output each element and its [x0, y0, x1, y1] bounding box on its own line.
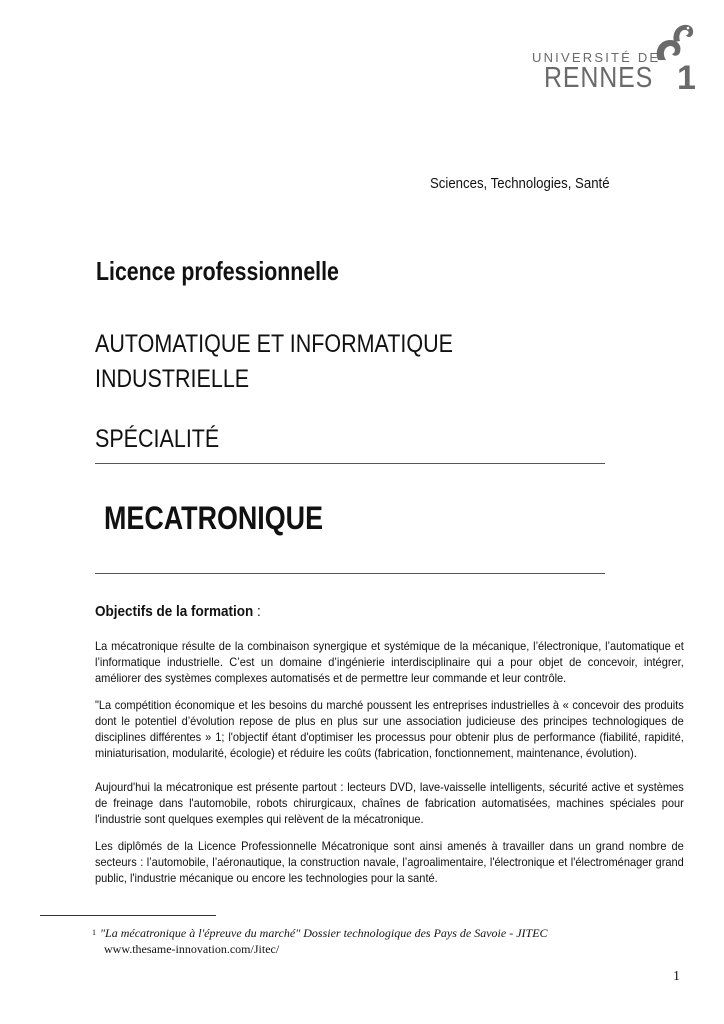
logo-text-rennes: RENNES: [544, 62, 654, 94]
paragraph: La mécatronique résulte de la combinaison synergique et systémique de la mécanique, l’électronique, l’automatique et l’informatique industrielle. C’est un domaine d’ingénierie interdisciplinaire qui a pour objet de concevoir, intégrer, améliorer des systèmes complexes automatisés et de permettre leur commande et leur contrôle.: [95, 639, 684, 685]
objectives-heading-colon: :: [253, 603, 261, 620]
specialty-title: MECATRONIQUE: [104, 500, 324, 536]
footnote-separator: [40, 915, 216, 916]
program-title: [95, 327, 453, 397]
paragraph: Aujourd'hui la mécatronique est présente partout : lecteurs DVD, lave-vaisselle intelligents, sécurité active et systèmes de freinage dans l'automobile, robots chirurgicaux, chaînes de fabrication automatisées, machines spéciales pour l'industrie sont quelques exemples qui relèvent de la mécatronique.: [95, 780, 684, 826]
logo-numeral: 1: [677, 59, 696, 97]
footnote-number: 1: [92, 928, 96, 937]
degree-title: Licence professionnelle: [96, 256, 339, 286]
specialty-label: SPÉCIALITÉ: [95, 425, 220, 453]
footnote: [92, 925, 548, 957]
university-logo: [532, 22, 702, 97]
logo-text-universite: UNIVERSITÉ DE: [532, 50, 661, 65]
objectives-heading-text: Objectifs de la formation: [95, 603, 254, 620]
objectives-heading: [95, 603, 261, 620]
page-number: 1: [673, 969, 680, 984]
faculty-label: Sciences, Technologies, Santé: [430, 175, 610, 192]
footnote-text: "La mécatronique à l'épreuve du marché" Dossier technologique des Pays de Savoie - JITEC: [100, 926, 548, 940]
divider: [95, 463, 605, 464]
paragraph: Les diplômés de la Licence Professionnelle Mécatronique sont ainsi amenés à travailler dans un grand nombre de secteurs : l’automobile, l’aéronautique, la construction navale, l’agroalimentaire, l'électronique et l'électroménager grand public, l'industrie mécanique ou encore les technologies pour la santé.: [95, 839, 684, 885]
paragraph: "La compétition économique et les besoins du marché poussent les entreprises industrielles à « concevoir des produits dont le potentiel d’évolution repose de plus en plus sur une association judicieuse des principes technologiques de disciplines différentes » 1; l'objectif étant d'optimiser les processus pour obtenir plus de performance (fiabilité, rapidité, miniaturisation, modularité, écologie) et réduire les coûts (fabrication, fonctionnement, maintenance, évolution).: [95, 698, 684, 760]
program-title-line2: INDUSTRIELLE: [95, 365, 250, 393]
program-title-line1: AUTOMATIQUE ET INFORMATIQUE: [95, 330, 453, 358]
footnote-url[interactable]: www.thesame-innovation.com/Jitec/: [104, 942, 280, 956]
divider: [95, 573, 605, 574]
